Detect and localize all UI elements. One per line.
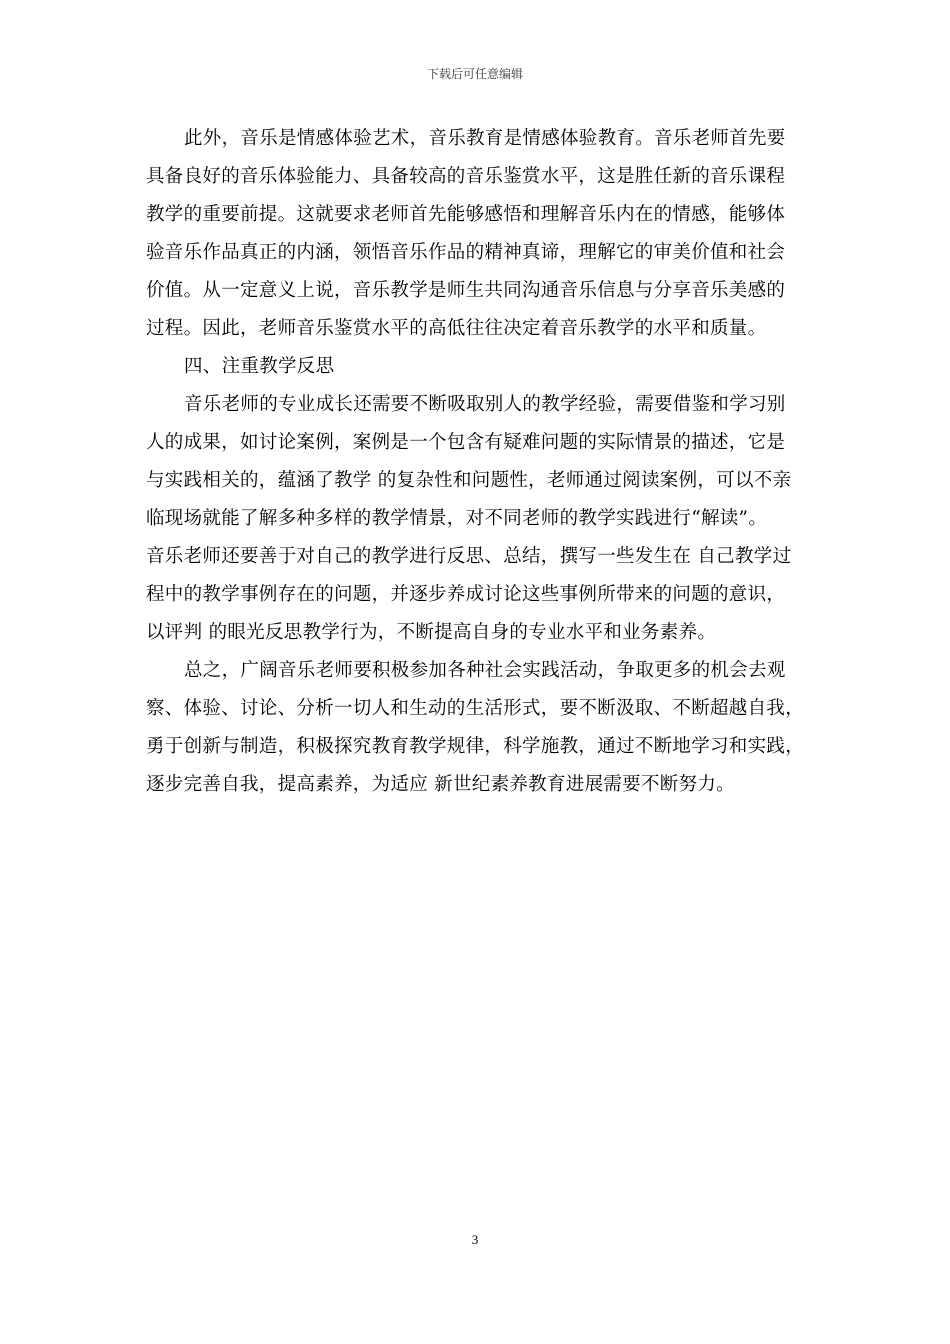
text-line: 临现场就能了解多种多样的教学情景，对不同老师的教学实践进行“解读”。 — [146, 508, 768, 529]
text-line: 勇于创新与制造，积极探究教育教学规律，科学施教，通过不断地学习和实践， — [146, 736, 805, 757]
text-line: 教学的重要前提。这就要求老师首先能够感悟和理解音乐内在的情感，能够体 — [146, 204, 786, 225]
page-header: 下载后可任意编辑 — [426, 67, 523, 81]
text-line: 此外，音乐是情感体验艺术，音乐教育是情感体验教育。音乐老师首先要 — [184, 128, 786, 149]
paragraph-teaching-reflection — [146, 386, 810, 652]
paragraph-conclusion — [146, 652, 810, 804]
text-line: 音乐老师的专业成长还需要不断吸取别人的教学经验，需要借鉴和学习别 — [184, 394, 786, 415]
text-line: 察、体验、讨论、分析一切人和生动的生活形式，要不断汲取、不断超越自我， — [146, 698, 805, 719]
text-line: 过程。因此，老师音乐鉴赏水平的高低往往决定着音乐教学的水平和质量。 — [146, 318, 767, 339]
text-line: 音乐老师还要善于对自己的教学进行反思、总结，撰写一些发生在 自己教学过 — [146, 546, 792, 567]
text-line: 具备良好的音乐体验能力、具备较高的音乐鉴赏水平，这是胜任新的音乐课程 — [146, 166, 786, 187]
paragraph-music-appreciation — [146, 120, 810, 348]
text-line: 以评判 的眼光反思教学行为，不断提高自身的专业水平和业务素养。 — [146, 622, 717, 643]
text-line: 验音乐作品真正的内涵，领悟音乐作品的精神真谛，理解它的审美价值和社会 — [146, 242, 786, 263]
text-line: 总之，广阔音乐老师要积极参加各种社会实践活动，争取更多的机会去观 — [184, 660, 786, 681]
page-number: 3 — [471, 1232, 479, 1247]
section-heading-text: 四、注重教学反思 — [184, 356, 335, 377]
text-line: 与实践相关的，蕴涵了教学 的复杂性和问题性，老师通过阅读案例，可以不亲 — [146, 470, 792, 491]
text-line: 逐步完善自我，提高素养，为适应 新世纪素养教育进展需要不断努力。 — [146, 774, 735, 795]
text-line: 价值。从一定意义上说，音乐教学是师生共同沟通音乐信息与分享音乐美感的 — [146, 280, 786, 301]
section-heading — [146, 348, 810, 386]
document-body — [146, 120, 810, 804]
text-line: 程中的教学事例存在的问题，并逐步养成讨论这些事例所带来的问题的意识， — [146, 584, 786, 605]
text-line: 人的成果，如讨论案例，案例是一个包含有疑难问题的实际情景的描述，它是 — [146, 432, 786, 453]
